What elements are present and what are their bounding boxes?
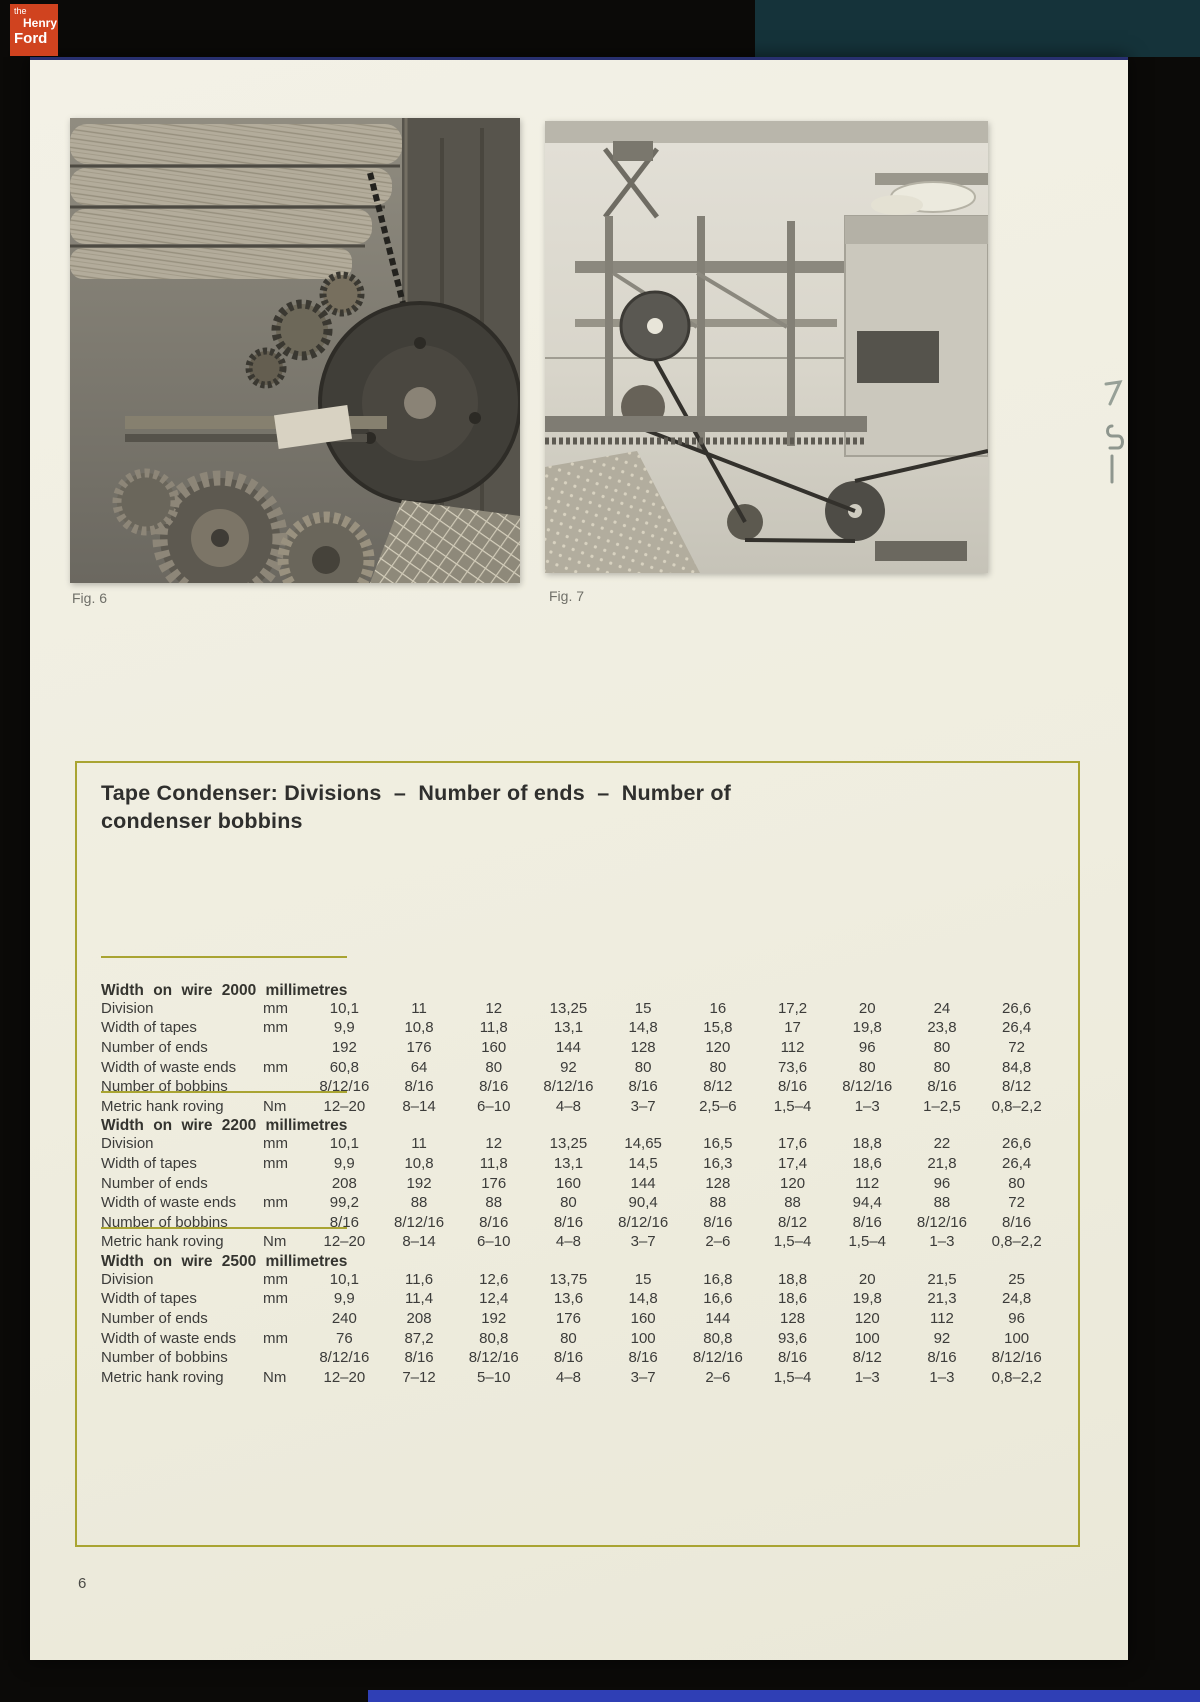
- cell-value: 0,8–2,2: [991, 1097, 1042, 1115]
- cell-value: 144: [630, 1174, 656, 1192]
- cell-value: 8/16: [777, 1349, 808, 1367]
- cell-value: 96: [1008, 1310, 1025, 1328]
- cell-value: 13,75: [549, 1270, 588, 1288]
- cell-value: 2,5–6: [699, 1097, 737, 1115]
- cell-value: 14,65: [624, 1135, 662, 1153]
- cell-value: 13,6: [553, 1290, 584, 1308]
- cell-value: 16,5: [703, 1135, 733, 1153]
- cell-value: 10,1: [329, 1135, 359, 1153]
- cell-value: 88: [485, 1194, 503, 1212]
- figure-6-photo: [70, 118, 520, 583]
- cell-value: 87,2: [404, 1329, 434, 1347]
- cell-value: 14,5: [628, 1154, 658, 1172]
- row-unit: Nm: [263, 1233, 287, 1251]
- cell-value: 80,8: [479, 1329, 509, 1347]
- table-row: [101, 1039, 1054, 1059]
- cell-value: 112: [929, 1310, 954, 1328]
- cell-value: 80: [560, 1194, 577, 1212]
- cell-value: 176: [481, 1174, 507, 1192]
- cell-value: 24,8: [1002, 1290, 1032, 1308]
- cell-value: 90,4: [628, 1194, 658, 1212]
- cell-value: 9,9: [333, 1154, 355, 1172]
- cell-value: 19,8: [852, 1290, 882, 1308]
- cell-value: 11: [411, 999, 427, 1017]
- section-heading: Width on wire 2500 millimetres: [101, 1252, 348, 1270]
- cell-value: 1,5–4: [773, 1368, 812, 1386]
- cell-value: 13,25: [549, 1135, 588, 1153]
- cell-value: 18,6: [777, 1290, 808, 1308]
- cell-value: 120: [705, 1038, 731, 1056]
- cell-value: 21,5: [927, 1270, 957, 1288]
- cell-value: 10,1: [329, 1270, 359, 1288]
- table-title-line2: condenser bobbins: [101, 809, 303, 834]
- cell-value: 19,8: [852, 1019, 882, 1037]
- row-label: Division: [101, 1270, 154, 1288]
- cell-value: 176: [555, 1310, 581, 1328]
- row-unit: Nm: [263, 1097, 287, 1115]
- cell-value: 73,6: [777, 1058, 808, 1076]
- cell-value: 8/16: [852, 1213, 882, 1231]
- cell-value: 8/12: [777, 1213, 808, 1231]
- cell-value: 8/12: [1002, 1078, 1032, 1096]
- cell-value: 1,5–4: [848, 1233, 887, 1251]
- table-row: [101, 1000, 1054, 1020]
- cell-value: 192: [406, 1174, 432, 1192]
- cell-value: 92: [560, 1058, 577, 1076]
- cell-value: 120: [854, 1310, 880, 1328]
- cell-value: 16,6: [703, 1290, 733, 1308]
- table-row: [101, 1155, 1054, 1175]
- cell-value: 16,3: [703, 1154, 733, 1172]
- cell-value: 26,6: [1002, 1135, 1032, 1153]
- table-row: [101, 1059, 1054, 1079]
- cell-value: 18,8: [852, 1135, 882, 1153]
- cell-value: 2–6: [705, 1368, 731, 1386]
- cell-value: 8/16: [628, 1078, 658, 1096]
- cell-value: 10,8: [404, 1154, 434, 1172]
- henry-ford-logo: [10, 4, 58, 56]
- logo-line-the: the: [14, 6, 27, 16]
- cell-value: 4–8: [555, 1368, 581, 1386]
- cell-value: 15,8: [703, 1019, 733, 1037]
- cell-value: 80: [485, 1058, 503, 1076]
- row-label: Number of ends: [101, 1038, 208, 1056]
- table-row: [101, 1019, 1054, 1039]
- row-label: Width of waste ends: [101, 1329, 237, 1347]
- cell-value: 5–10: [477, 1368, 511, 1386]
- cell-value: 8/16: [329, 1213, 359, 1231]
- row-label: Division: [101, 1135, 154, 1153]
- tape-condenser-table: [75, 761, 1080, 1547]
- cell-value: 8/16: [1002, 1213, 1032, 1231]
- row-label: Number of ends: [101, 1174, 208, 1192]
- cell-value: 25: [1008, 1270, 1025, 1288]
- cell-value: 12–20: [323, 1233, 366, 1251]
- cell-value: 72: [1008, 1194, 1025, 1212]
- cell-value: 60,8: [329, 1058, 359, 1076]
- cell-value: 99,2: [329, 1194, 359, 1212]
- row-label: Number of bobbins: [101, 1349, 228, 1367]
- cell-value: 100: [854, 1329, 880, 1347]
- cell-value: 3–7: [630, 1233, 656, 1251]
- cell-value: 7–12: [402, 1368, 436, 1386]
- cell-value: 14,8: [628, 1290, 658, 1308]
- cell-value: 8/16: [927, 1349, 957, 1367]
- cell-value: 112: [780, 1038, 805, 1056]
- paperclip-marks: [1098, 378, 1144, 490]
- logo-line-ford: Ford: [14, 30, 48, 47]
- cell-value: 13,25: [549, 999, 588, 1017]
- cell-value: 13,1: [553, 1019, 584, 1037]
- cell-value: 92: [933, 1329, 951, 1347]
- cell-value: 11,8: [479, 1019, 508, 1037]
- cell-value: 23,8: [927, 1019, 957, 1037]
- cell-value: 76: [336, 1329, 353, 1347]
- row-label: Width of waste ends: [101, 1194, 237, 1212]
- cell-value: 6–10: [477, 1097, 511, 1115]
- cell-value: 16,8: [703, 1270, 733, 1288]
- row-unit: mm: [263, 1329, 288, 1347]
- cell-value: 8/16: [628, 1349, 658, 1367]
- cell-value: 8/12/16: [692, 1349, 743, 1367]
- row-label: Width of tapes: [101, 1154, 197, 1172]
- cell-value: 20: [858, 999, 876, 1017]
- cell-value: 24: [933, 999, 951, 1017]
- cell-value: 1,5–4: [773, 1233, 812, 1251]
- cell-value: 8/12/16: [916, 1213, 967, 1231]
- cell-value: 8–14: [402, 1233, 436, 1251]
- cell-value: 14,8: [628, 1019, 658, 1037]
- row-label: Number of bobbins: [101, 1078, 228, 1096]
- cell-value: 8/12/16: [842, 1078, 893, 1096]
- cell-value: 12: [485, 1135, 503, 1153]
- cell-value: 1,5–4: [773, 1097, 812, 1115]
- cell-value: 80: [634, 1058, 652, 1076]
- cell-value: 11: [411, 1135, 427, 1153]
- figure-6-caption: Fig. 6: [72, 590, 108, 606]
- row-label: Metric hank roving: [101, 1368, 224, 1386]
- table-row: [101, 1369, 1054, 1389]
- row-label: Width of waste ends: [101, 1058, 237, 1076]
- cell-value: 1–2,5: [923, 1097, 961, 1115]
- cell-value: 8/12/16: [319, 1349, 370, 1367]
- cell-value: 192: [481, 1310, 507, 1328]
- document-page: [30, 57, 1128, 1660]
- scan-edge-blue-line: [368, 1690, 1200, 1702]
- cell-value: 144: [555, 1038, 581, 1056]
- cell-value: 1–3: [929, 1368, 955, 1386]
- table-row: [101, 1330, 1054, 1350]
- table-row: [101, 1349, 1054, 1369]
- cell-value: 8/12/16: [618, 1213, 669, 1231]
- cell-value: 192: [331, 1038, 357, 1056]
- table-sections: [101, 982, 1054, 1389]
- table-row: [101, 1194, 1054, 1214]
- cell-value: 21,8: [927, 1154, 957, 1172]
- cell-value: 8/12/16: [319, 1078, 370, 1096]
- cell-value: 6–10: [477, 1233, 511, 1251]
- table-row: [101, 1271, 1054, 1291]
- cell-value: 8/16: [553, 1213, 584, 1231]
- cell-value: 96: [858, 1038, 876, 1056]
- row-label: Metric hank roving: [101, 1233, 224, 1251]
- cell-value: 12,6: [479, 1270, 509, 1288]
- cell-value: 16: [709, 999, 727, 1017]
- cell-value: 0,8–2,2: [991, 1368, 1042, 1386]
- cell-value: 22: [933, 1135, 951, 1153]
- cell-value: 12,4: [479, 1290, 509, 1308]
- cell-value: 144: [705, 1310, 731, 1328]
- cell-value: 8/16: [479, 1213, 509, 1231]
- cell-value: 2–6: [705, 1233, 731, 1251]
- cell-value: 160: [481, 1038, 507, 1056]
- cell-value: 8/12/16: [394, 1213, 445, 1231]
- row-unit: mm: [263, 1058, 288, 1076]
- cell-value: 64: [410, 1058, 428, 1076]
- cell-value: 84,8: [1002, 1058, 1032, 1076]
- row-unit: Nm: [263, 1368, 287, 1386]
- cell-value: 18,6: [852, 1154, 882, 1172]
- cell-value: 88: [784, 1194, 801, 1212]
- table-title: [101, 779, 1054, 836]
- row-unit: mm: [263, 1019, 288, 1037]
- cell-value: 100: [630, 1329, 656, 1347]
- cell-value: 15: [634, 999, 652, 1017]
- cell-value: 88: [933, 1194, 951, 1212]
- cell-value: 8/16: [703, 1213, 733, 1231]
- cell-value: 80,8: [703, 1329, 733, 1347]
- cell-value: 1–3: [854, 1368, 880, 1386]
- row-label: Width of tapes: [101, 1019, 197, 1037]
- cell-value: 128: [630, 1038, 656, 1056]
- page-number: 6: [78, 1575, 87, 1592]
- figure-7-caption: Fig. 7: [549, 588, 585, 604]
- cell-value: 0,8–2,2: [991, 1233, 1042, 1251]
- cell-value: 8/12/16: [468, 1349, 519, 1367]
- cell-value: 17,6: [777, 1135, 808, 1153]
- cell-value: 21,3: [927, 1290, 957, 1308]
- row-label: Division: [101, 999, 154, 1017]
- cell-value: 10,1: [329, 999, 359, 1017]
- cell-value: 240: [331, 1310, 357, 1328]
- row-label: Number of ends: [101, 1310, 208, 1328]
- cell-value: 10,8: [404, 1019, 434, 1037]
- cell-value: 8/16: [479, 1078, 509, 1096]
- cell-value: 17,2: [777, 999, 808, 1017]
- cell-value: 94,4: [852, 1194, 882, 1212]
- cell-value: 80: [933, 1058, 951, 1076]
- table-row: [101, 1135, 1054, 1155]
- cell-value: 72: [1008, 1038, 1025, 1056]
- cell-value: 11,4: [404, 1290, 434, 1308]
- cell-value: 26,4: [1002, 1154, 1032, 1172]
- cell-value: 8/16: [404, 1078, 434, 1096]
- cell-value: 3–7: [630, 1097, 656, 1115]
- cell-value: 13,1: [553, 1154, 584, 1172]
- cell-value: 80: [709, 1058, 727, 1076]
- row-unit: mm: [263, 1135, 288, 1153]
- cell-value: 8/12/16: [543, 1078, 594, 1096]
- cell-value: 9,9: [333, 1290, 355, 1308]
- cell-value: 4–8: [555, 1097, 581, 1115]
- cell-value: 208: [331, 1174, 357, 1192]
- cell-value: 100: [1004, 1329, 1030, 1347]
- cell-value: 128: [780, 1310, 806, 1328]
- cell-value: 8/16: [927, 1078, 957, 1096]
- row-unit: mm: [263, 1194, 288, 1212]
- cell-value: 1–3: [854, 1097, 880, 1115]
- cell-value: 17,4: [777, 1154, 808, 1172]
- row-unit: mm: [263, 1290, 288, 1308]
- table-title-line1: Tape Condenser: Divisions – Number of ends – Number of: [101, 781, 732, 805]
- cell-value: 112: [855, 1174, 880, 1192]
- cell-value: 12–20: [323, 1368, 366, 1386]
- cell-value: 18,8: [777, 1270, 808, 1288]
- cell-value: 3–7: [630, 1368, 656, 1386]
- cell-value: 93,6: [777, 1329, 808, 1347]
- row-label: Width of tapes: [101, 1290, 197, 1308]
- cell-value: 11,6: [404, 1270, 434, 1288]
- cell-value: 8–14: [402, 1097, 436, 1115]
- cell-value: 80: [1008, 1174, 1025, 1192]
- section-heading: Width on wire 2000 millimetres: [101, 981, 348, 999]
- cell-value: 96: [933, 1174, 951, 1192]
- cell-value: 160: [630, 1310, 656, 1328]
- cell-value: 176: [406, 1038, 432, 1056]
- table-row: [101, 1290, 1054, 1310]
- cell-value: 88: [709, 1194, 727, 1212]
- cell-value: 120: [780, 1174, 806, 1192]
- cell-value: 128: [705, 1174, 731, 1192]
- row-unit: mm: [263, 1154, 288, 1172]
- cell-value: 12–20: [323, 1097, 366, 1115]
- cell-value: 9,9: [333, 1019, 355, 1037]
- cell-value: 26,6: [1002, 999, 1032, 1017]
- cell-value: 8/12: [852, 1349, 882, 1367]
- cell-value: 208: [406, 1310, 432, 1328]
- cell-value: 88: [410, 1194, 428, 1212]
- figure-7-photo: [545, 121, 988, 573]
- logo-line-henry: Henry: [23, 16, 58, 30]
- table-row: [101, 1175, 1054, 1195]
- cell-value: 26,4: [1002, 1019, 1032, 1037]
- row-unit: mm: [263, 1270, 288, 1288]
- section-heading: Width on wire 2200 millimetres: [101, 1117, 348, 1135]
- cell-value: 15: [634, 1270, 652, 1288]
- cell-value: 4–8: [555, 1233, 581, 1251]
- cell-value: 8/12/16: [991, 1349, 1042, 1367]
- cell-value: 11,8: [479, 1154, 508, 1172]
- cell-value: 17: [784, 1019, 801, 1037]
- cell-value: 8/16: [777, 1078, 808, 1096]
- cell-value: 1–3: [929, 1233, 955, 1251]
- cell-value: 8/16: [404, 1349, 434, 1367]
- cell-value: 80: [858, 1058, 876, 1076]
- cell-value: 8/16: [553, 1349, 584, 1367]
- row-label: Metric hank roving: [101, 1097, 224, 1115]
- cell-value: 80: [933, 1038, 951, 1056]
- cell-value: 8/12: [703, 1078, 733, 1096]
- table-row: [101, 1310, 1054, 1330]
- cell-value: 20: [858, 1270, 876, 1288]
- cell-value: 80: [560, 1329, 577, 1347]
- row-unit: mm: [263, 999, 288, 1017]
- row-label: Number of bobbins: [101, 1213, 228, 1231]
- scan-edge-teal-patch: [755, 0, 1200, 57]
- cell-value: 160: [555, 1174, 581, 1192]
- cell-value: 12: [485, 999, 503, 1017]
